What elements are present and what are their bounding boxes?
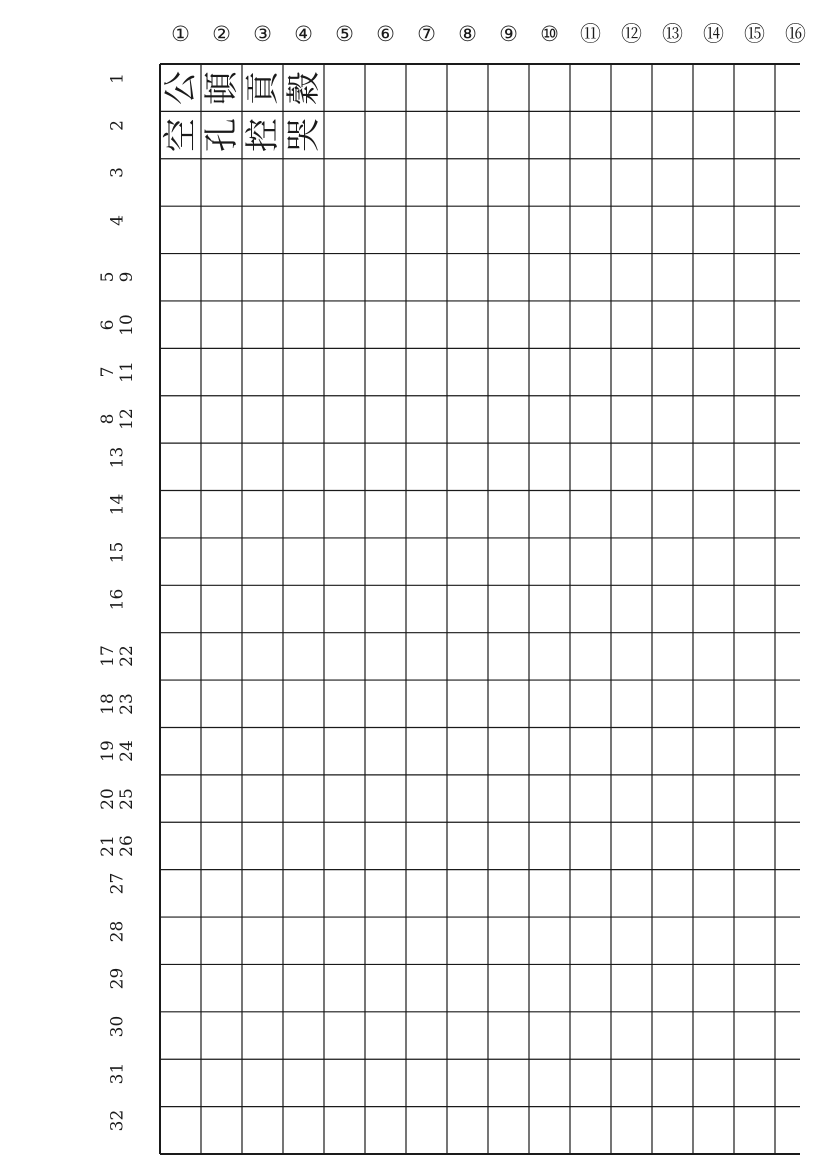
row-label: 29 xyxy=(107,967,128,990)
column-header: ① xyxy=(171,22,190,46)
column-header: ⑬ xyxy=(662,22,683,46)
column-header: ③ xyxy=(253,22,272,46)
row-label: 15 xyxy=(107,541,128,563)
grid-cell-character: 哭 xyxy=(283,118,324,153)
row-label: 8 12 xyxy=(98,408,137,431)
column-header: ⑧ xyxy=(458,22,477,46)
grid-cell-character: 孔 xyxy=(201,118,242,153)
column-header: ⑦ xyxy=(417,22,436,46)
row-label: 27 xyxy=(107,873,128,895)
grid-cell-character: 頓 xyxy=(201,70,242,105)
column-header: ④ xyxy=(294,22,313,46)
row-label: 30 xyxy=(107,1015,128,1037)
row-label: 21 26 xyxy=(98,835,137,857)
column-header: ⑮ xyxy=(744,22,765,46)
column-header: ⑫ xyxy=(621,22,642,46)
row-label: 19 24 xyxy=(98,740,137,762)
column-header: ② xyxy=(212,22,231,46)
row-label: 13 xyxy=(107,446,128,469)
grid-cell-character: 空 xyxy=(160,118,201,153)
row-label: 3 xyxy=(107,167,128,179)
grid-cell-character: 貢 xyxy=(242,70,283,105)
row-label: 28 xyxy=(107,920,128,943)
row-label: 17 22 xyxy=(98,645,137,668)
row-label: 5 9 xyxy=(98,271,137,283)
row-label: 18 23 xyxy=(98,692,137,715)
row-label: 1 xyxy=(107,72,128,84)
row-label: 14 xyxy=(107,493,128,516)
row-label: 4 xyxy=(107,214,128,226)
row-label: 6 10 xyxy=(98,313,137,336)
row-label: 2 xyxy=(107,120,128,131)
column-header: ⑪ xyxy=(580,22,601,46)
column-header: ⑥ xyxy=(376,22,395,46)
row-label: 20 25 xyxy=(98,787,137,810)
column-header: ⑩ xyxy=(540,22,559,46)
grid-cell-character: 穀 xyxy=(283,70,324,105)
row-label: 31 xyxy=(107,1062,128,1085)
row-label: 16 xyxy=(107,588,128,611)
column-header: ⑨ xyxy=(499,22,518,46)
row-label: 32 xyxy=(107,1109,128,1132)
grid-cell-character: 公 xyxy=(160,70,201,105)
column-header: ⑭ xyxy=(703,22,724,46)
grid-cell-character: 控 xyxy=(242,118,283,153)
row-label: 7 11 xyxy=(98,361,137,383)
column-header: ⑤ xyxy=(335,22,354,46)
column-header: ⑯ xyxy=(785,22,806,46)
